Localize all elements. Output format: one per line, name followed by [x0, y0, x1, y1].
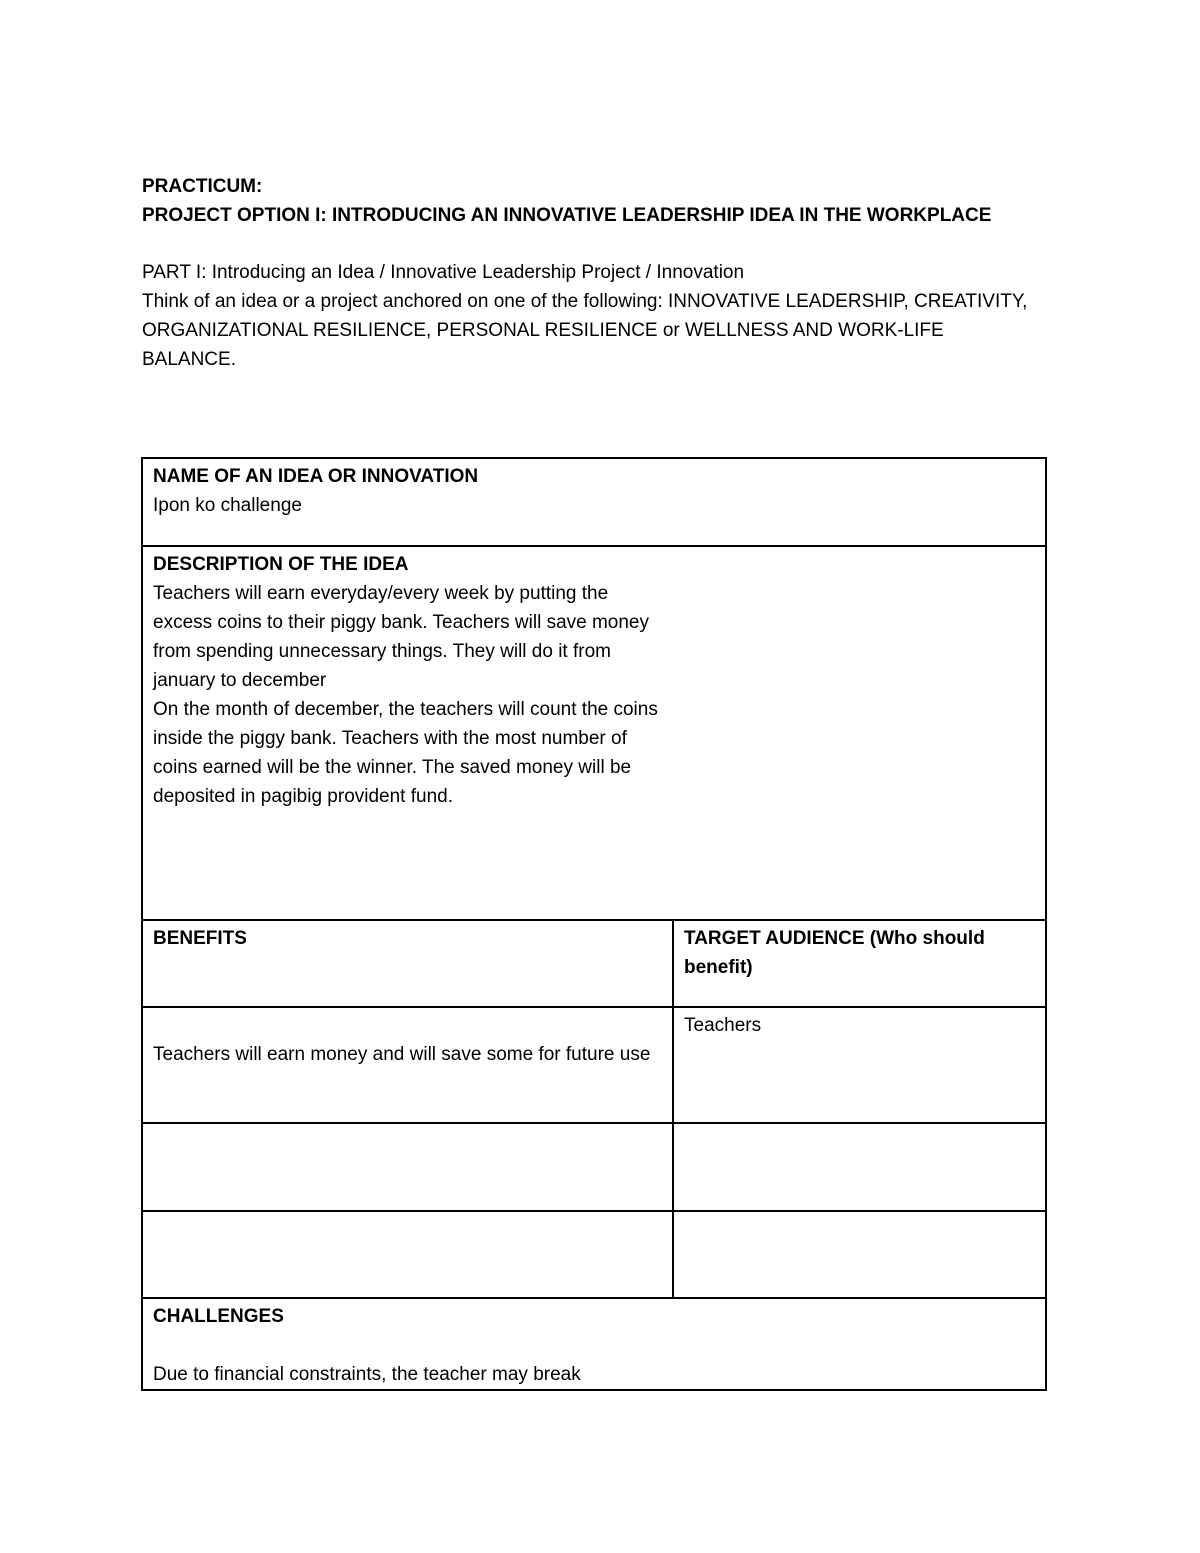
empty-row [142, 1123, 1046, 1211]
project-option-title: PROJECT OPTION I: INTRODUCING AN INNOVATIVE LEADERSHIP IDEA IN THE WORKPLACE [142, 205, 992, 226]
target-audience-label: TARGET AUDIENCE (Who should benefit) [684, 928, 985, 978]
idea-form-table [141, 457, 1047, 1391]
target-audience-cell [673, 1211, 1046, 1298]
name-label: NAME OF AN IDEA OR INNOVATION [153, 466, 479, 487]
description-paragraph-2: On the month of december, the teachers will count the coins inside the piggy bank. Teachers with the most number of coins earned will be the winner. The saved money will be deposited in pagibig provident fund. [153, 699, 658, 807]
part-instructions: Think of an idea or a project anchored on one of the following: INNOVATIVE LEADERSHIP, CREATIVITY, ORGANIZATIONAL RESILIENCE, PERSONAL RESILIENCE or WELLNESS AND WORK-LIFE BALANCE. [142, 291, 1028, 370]
benefits-header-row [142, 920, 1046, 1007]
benefit-cell [142, 1007, 673, 1123]
challenges-value: Due to financial constraints, the teacher may break [153, 1364, 581, 1385]
description-cell [142, 546, 1046, 920]
benefit-value: Teachers will earn money and will save some for future use [153, 1044, 651, 1065]
description-row [142, 546, 1046, 920]
part-intro [142, 258, 1042, 374]
benefits-header-cell [142, 920, 673, 1007]
name-row [142, 458, 1046, 546]
target-audience-cell [673, 1123, 1046, 1211]
benefits-label: BENEFITS [153, 928, 247, 949]
challenges-label: CHALLENGES [153, 1306, 284, 1327]
description-paragraph-1: Teachers will earn everyday/every week by putting the excess coins to their piggy bank. Teachers will save money from spending unnecessary things. They will do it from january to december [153, 583, 650, 691]
benefit-cell [142, 1123, 673, 1211]
practicum-title: PRACTICUM: [142, 176, 263, 197]
document-heading [142, 172, 1062, 230]
challenges-cell [142, 1298, 1046, 1390]
benefit-cell [142, 1211, 673, 1298]
target-audience-value: Teachers [684, 1015, 762, 1036]
empty-row [142, 1211, 1046, 1298]
challenges-row [142, 1298, 1046, 1390]
part-title: PART I: Introducing an Idea / Innovative Leadership Project / Innovation [142, 262, 745, 283]
target-audience-cell [673, 1007, 1046, 1123]
description-label: DESCRIPTION OF THE IDEA [153, 554, 409, 575]
name-value: Ipon ko challenge [153, 495, 302, 516]
target-audience-header-cell [673, 920, 1046, 1007]
benefits-row [142, 1007, 1046, 1123]
name-cell [142, 458, 1046, 546]
